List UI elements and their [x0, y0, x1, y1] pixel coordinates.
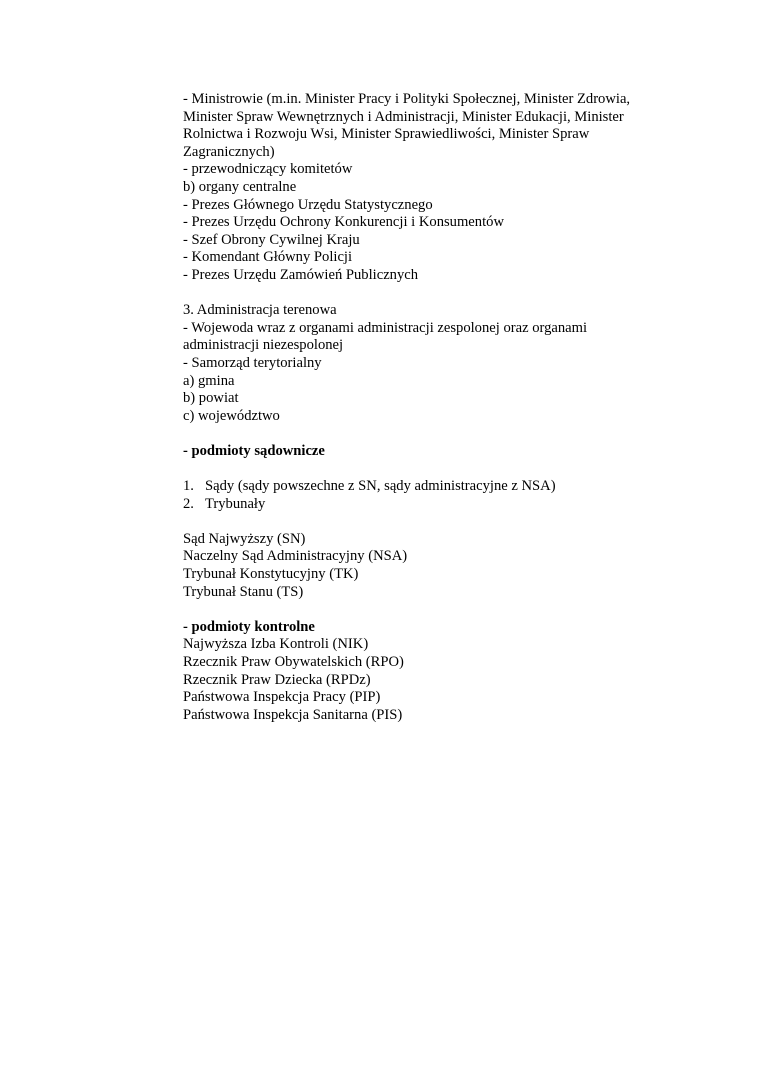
central-organ-item: - Prezes Urzędu Ochrony Konkurencji i Konsumentów — [183, 214, 504, 231]
central-organs-heading: b) organy centralne — [183, 178, 297, 195]
central-organ-item: - Prezes Urzędu Zamówień Publicznych — [183, 266, 419, 283]
spacer — [183, 285, 663, 303]
spacer — [183, 425, 663, 443]
list-number: 2. — [183, 495, 194, 512]
control-item: Państwowa Inspekcja Pracy (PIP) — [183, 689, 381, 706]
committees-line: - przewodniczący komitetów — [183, 161, 353, 178]
central-organ-item: - Szef Obrony Cywilnej Kraju — [183, 231, 360, 248]
court-item: Trybunał Konstytucyjny (TK) — [183, 566, 359, 583]
control-item: Państwowa Inspekcja Sanitarna (PIS) — [183, 706, 403, 723]
self-government-item: a) gmina — [183, 372, 235, 389]
list-text: Sądy (sądy powszechne z SN, sądy administracyjne z NSA) — [205, 478, 556, 495]
list-text: Trybunały — [205, 495, 266, 512]
control-item: Rzecznik Praw Dziecka (RPDz) — [183, 671, 371, 688]
spacer — [183, 513, 663, 531]
spacer — [183, 460, 663, 478]
court-item: Sąd Najwyższy (SN) — [183, 530, 306, 547]
document-page — [183, 91, 663, 724]
numbered-item — [183, 496, 663, 514]
wojewoda-line: - Wojewoda wraz z organami administracji zespolonej oraz organami — [183, 319, 588, 336]
court-item: Trybunał Stanu (TS) — [183, 583, 304, 600]
central-organ-item: - Prezes Głównego Urzędu Statystycznego — [183, 196, 433, 213]
ministers-paragraph: - Ministrowie (m.in. Minister Pracy i Polityki Społecznej, Minister Zdrowia, Minister Spraw Wewnętrznych i Administracji, Minister Edukacji, Minister Rolnictwa i Rozwoju Wsi, Minister Sprawiedliwości, Minister Spraw Zagranicznych) — [183, 91, 631, 160]
self-government-item: b) powiat — [183, 390, 239, 407]
list-number: 1. — [183, 478, 194, 495]
control-heading: - podmioty kontrolne — [183, 618, 315, 635]
numbered-item — [183, 478, 663, 496]
control-item: Rzecznik Praw Obywatelskich (RPO) — [183, 654, 404, 670]
spacer — [183, 601, 663, 619]
central-organ-item: - Komendant Główny Policji — [183, 249, 353, 266]
terrain-heading: 3. Administracja terenowa — [183, 302, 337, 319]
court-item: Naczelny Sąd Administracyjny (NSA) — [183, 548, 408, 565]
judicial-heading: - podmioty sądownicze — [183, 442, 325, 459]
self-government-line: - Samorząd terytorialny — [183, 354, 322, 371]
wojewoda-line-continued: administracji niezespolonej — [183, 337, 344, 354]
control-item: Najwyższa Izba Kontroli (NIK) — [183, 636, 369, 653]
self-government-item: c) województwo — [183, 407, 280, 424]
